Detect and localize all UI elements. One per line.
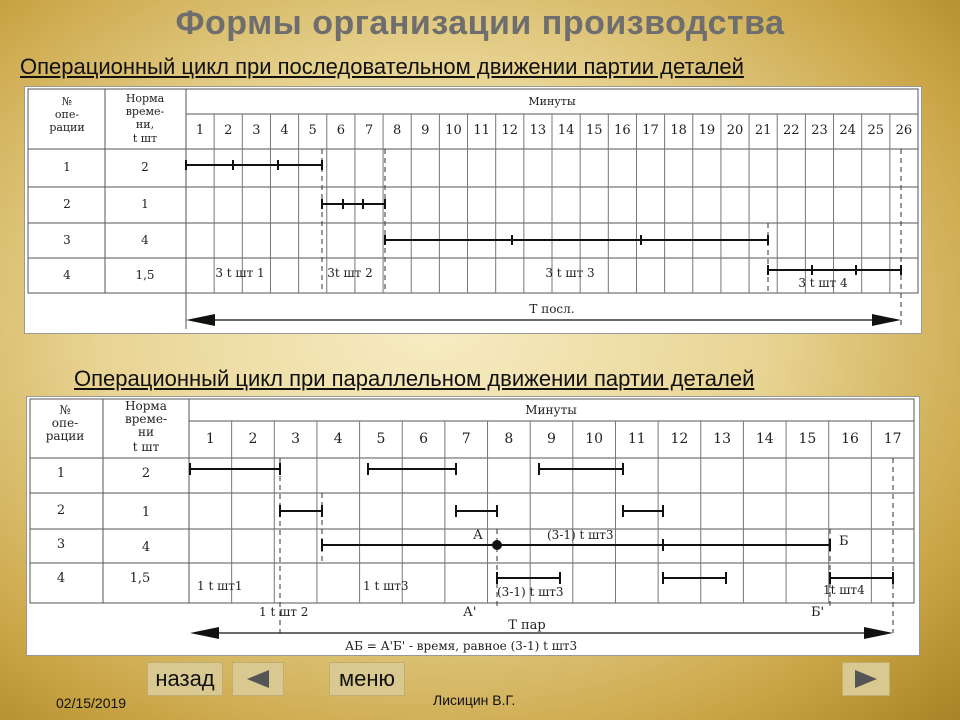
seq-op-header-line3: рации [49, 121, 85, 134]
seq-norm-header-line2: време- [125, 105, 165, 118]
seq-minute-label: 3 [252, 123, 261, 138]
seq-bar-op4 [768, 265, 901, 275]
seq-minute-label: 8 [393, 123, 402, 138]
next-slide-button[interactable] [842, 662, 890, 696]
section2-heading: Операционный цикл при параллельном движении партии деталей [74, 366, 755, 391]
par-minute-label: 17 [883, 431, 902, 447]
seq-row3-op: 3 [63, 233, 71, 247]
seq-minute-label: 17 [642, 123, 659, 138]
par-annotation-op1: 1 t шт1 [197, 579, 243, 593]
par-annotation-op4: 1t шт4 [823, 583, 865, 597]
seq-minute-label: 5 [308, 123, 317, 138]
footer-date: 02/15/2019 [56, 695, 127, 711]
seq-row2-norm: 1 [141, 197, 149, 211]
par-norm-header-line3: ни [138, 425, 154, 439]
seq-minute-label: 7 [364, 123, 374, 138]
par-minute-label: 12 [670, 431, 689, 447]
prev-slide-button[interactable] [232, 662, 284, 696]
par-minutes-label: Минуты [525, 403, 577, 417]
par-minute-label: 3 [291, 431, 301, 447]
seq-annotation-op1: 3 t шт 1 [215, 266, 265, 280]
par-bar-op2 [280, 505, 663, 517]
right-triangle-icon [851, 668, 881, 690]
section1-heading: Операционный цикл при последовательном движении партии деталей [20, 54, 744, 79]
par-minute-label: 5 [376, 431, 386, 447]
par-minute-label: 4 [333, 431, 343, 447]
par-point-a-dot [492, 540, 502, 550]
par-minute-label: 7 [461, 431, 471, 447]
seq-minute-label: 10 [445, 123, 462, 138]
par-row2-norm: 1 [141, 505, 151, 520]
par-row4-op: 4 [56, 571, 66, 586]
menu-button[interactable]: меню [329, 662, 405, 696]
par-minute-label: 10 [585, 431, 604, 447]
back-button[interactable]: назад [147, 662, 223, 696]
par-row2-op: 2 [56, 503, 66, 518]
seq-minute-label: 26 [895, 123, 913, 138]
parallel-cycle-svg [27, 397, 919, 655]
parallel-cycle-diagram [26, 396, 920, 656]
seq-minutes-label: Минуты [528, 95, 576, 108]
slide-title: Формы организации производства [175, 4, 785, 42]
par-norm-header-line4: t шт [132, 440, 160, 454]
seq-row4-norm: 1,5 [135, 268, 155, 282]
par-row3-norm: 4 [141, 540, 151, 555]
par-annotation-op4-shift: (3-1) t шт3 [497, 585, 564, 599]
par-op-header-line2: опе- [51, 416, 79, 430]
par-point-a: А [473, 528, 483, 543]
par-row1-op: 1 [56, 466, 66, 481]
par-annotation-op2: 1 t шт 2 [259, 605, 309, 619]
seq-minute-label: 22 [783, 123, 800, 138]
par-point-a-prime: А' [463, 605, 477, 620]
seq-minute-label: 13 [529, 123, 547, 138]
left-triangle-icon [243, 668, 273, 690]
seq-minute-label: 23 [811, 123, 828, 138]
par-norm-header-line2: време- [124, 412, 168, 426]
seq-row3-norm: 4 [141, 233, 149, 247]
par-minute-label: 2 [248, 431, 258, 447]
sequential-cycle-diagram [24, 86, 922, 334]
par-row3-op: 3 [56, 537, 66, 552]
par-norm-header-line1: Норма [125, 399, 167, 413]
seq-bar-op1 [186, 160, 322, 170]
seq-minute-label: 14 [557, 123, 575, 138]
seq-minute-label: 21 [754, 123, 772, 138]
par-minute-label: 1 [205, 431, 215, 447]
par-minute-label: 13 [713, 431, 732, 447]
seq-minute-label: 20 [726, 123, 744, 138]
par-footnote: АБ = А'Б' - время, равное (3-1) t шт3 [345, 639, 578, 653]
seq-minute-label: 2 [224, 123, 233, 138]
seq-minute-label: 15 [585, 123, 603, 138]
seq-norm-header-line1: Норма [125, 92, 165, 105]
seq-annotation-op4: 3 t шт 4 [798, 276, 848, 290]
par-bar-op1 [190, 463, 623, 475]
seq-total-label: T посл. [529, 302, 575, 316]
seq-bar-op2 [322, 199, 385, 209]
seq-minute-label: 6 [336, 123, 345, 138]
par-annotation-op3: (3-1) t шт3 [547, 528, 614, 542]
par-minute-label: 15 [798, 431, 817, 447]
seq-minute-label: 18 [670, 123, 687, 138]
seq-norm-header-line3: ни, [135, 118, 155, 131]
seq-row2-op: 2 [63, 197, 71, 211]
seq-norm-header-line4: t шт [132, 132, 158, 145]
seq-minute-label: 25 [867, 123, 885, 138]
par-minute-label: 14 [755, 431, 774, 447]
seq-annotation-op2: 3t шт 2 [327, 266, 373, 280]
seq-minute-label: 9 [421, 123, 430, 138]
seq-minute-label: 16 [614, 123, 631, 138]
seq-op-header-line1: № [61, 95, 73, 108]
par-minute-label: 11 [627, 431, 646, 447]
par-row4-norm: 1,5 [129, 571, 151, 586]
seq-minute-label: 24 [839, 123, 856, 138]
footer-author: Лисицин В.Г. [433, 692, 516, 708]
seq-minute-label: 12 [501, 123, 519, 138]
seq-op-header-line2: опе- [54, 108, 80, 121]
par-minute-label: 8 [504, 431, 514, 447]
seq-minute-label: 19 [698, 123, 716, 138]
par-minute-label: 9 [547, 431, 556, 447]
seq-bar-op3 [385, 235, 768, 245]
seq-row1-op: 1 [63, 160, 71, 174]
par-op-header-line1: № [59, 403, 71, 417]
par-total-label: Т пар [508, 618, 546, 633]
par-minute-label: 6 [419, 431, 429, 447]
seq-row1-norm: 2 [141, 160, 149, 174]
par-annotation-op3-first: 1 t шт3 [363, 579, 409, 593]
par-op-header-line3: рации [45, 429, 85, 443]
par-minute-label: 16 [841, 431, 859, 447]
par-point-b-prime: Б' [811, 605, 825, 620]
par-point-b: Б [839, 534, 849, 549]
seq-row4-op: 4 [63, 268, 71, 282]
seq-minute-label: 1 [195, 123, 205, 138]
seq-annotation-op3: 3 t шт 3 [545, 266, 595, 280]
seq-minute-label: 4 [280, 123, 289, 138]
sequential-cycle-svg [25, 87, 921, 333]
par-row1-norm: 2 [141, 466, 151, 481]
seq-minute-label: 11 [473, 123, 490, 138]
